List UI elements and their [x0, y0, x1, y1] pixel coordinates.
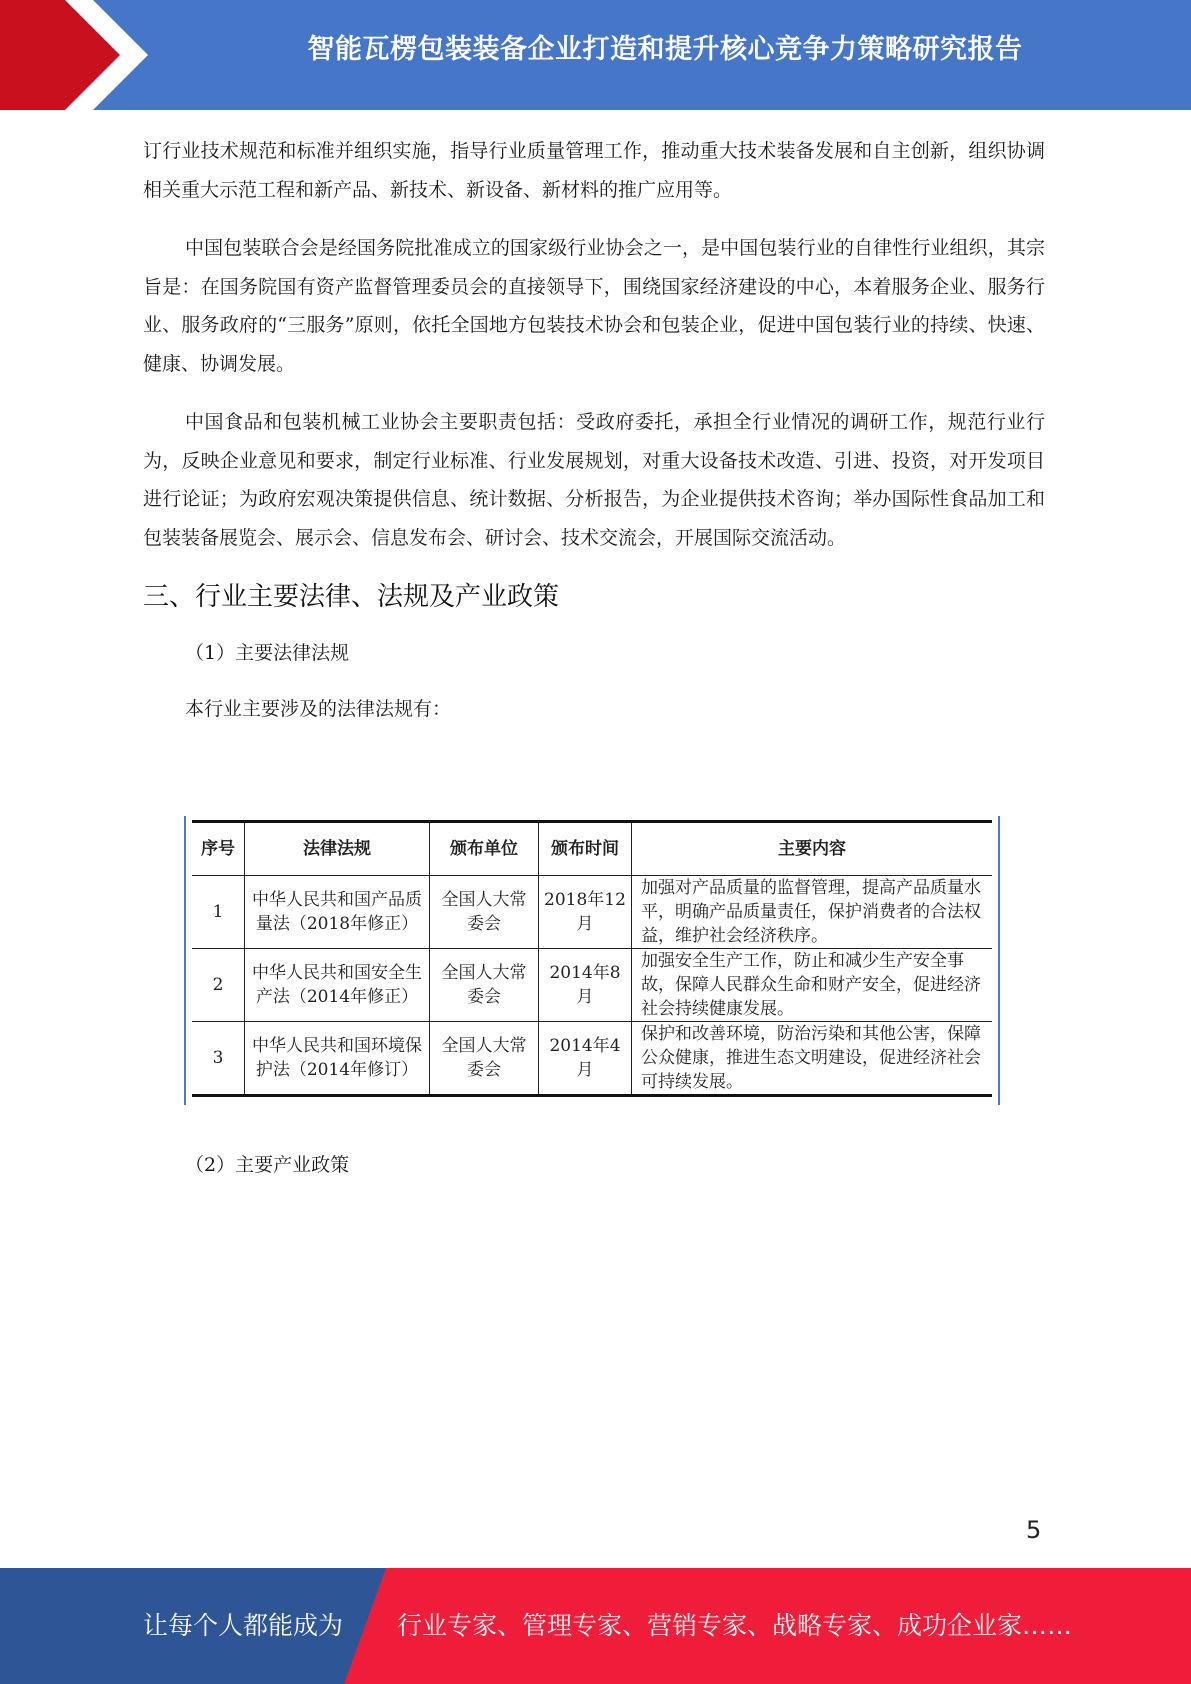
footer-slogan-right: 行业专家、管理专家、营销专家、战略专家、成功企业家……	[397, 1611, 1073, 1640]
cell-content: 加强对产品质量的监督管理，提高产品质量水平，明确产品质量责任，保护消费者的合法权益，维护社会经济秩序。	[632, 876, 993, 949]
section-heading: 三、行业主要法律、法规及产业政策	[143, 582, 560, 612]
cell-law: 中华人民共和国产品质量法（2018年修正）	[245, 876, 430, 949]
cell-issuer: 全国人大常委会	[430, 1022, 539, 1096]
table-row	[192, 949, 992, 1022]
cell-issuer: 全国人大常委会	[430, 876, 539, 949]
paragraph-continuation: 订行业技术规范和标准并组织实施，指导行业质量管理工作，推动重大技术装备发展和自主创新，组织协调相关重大示范工程和新产品、新技术、新设备、新材料的推广应用等。	[143, 140, 1045, 201]
sub-heading-policies: （2）主要产业政策	[185, 1154, 350, 1176]
sub-heading-laws: （1）主要法律法规	[185, 642, 350, 664]
page-header	[0, 0, 1191, 110]
cell-law: 中华人民共和国环境保护法（2014年修订）	[245, 1022, 430, 1096]
cell-issuer: 全国人大常委会	[430, 949, 539, 1022]
cell-date: 2018年12月	[539, 876, 632, 949]
cell-date: 2014年4月	[539, 1022, 632, 1096]
cell-number: 1	[192, 876, 245, 949]
page-footer	[0, 1568, 1191, 1684]
cell-content: 保护和改善环境，防治污染和其他公害，保障公众健康，推进生态文明建设，促进经济社会可持续发展。	[632, 1022, 993, 1096]
laws-intro-text: 本行业主要涉及的法律法规有：	[185, 698, 452, 720]
document-body	[143, 132, 1045, 747]
header-cell-content: 主要内容	[632, 822, 993, 876]
header-cell-date: 颁布时间	[539, 822, 632, 876]
cell-law: 中华人民共和国安全生产法（2014年修正）	[245, 949, 430, 1022]
laws-table	[192, 820, 992, 1097]
cell-content: 加强安全生产工作，防止和减少生产安全事故，保障人民群众生命和财产安全，促进经济社会持续健康发展。	[632, 949, 993, 1022]
table-row	[192, 876, 992, 949]
report-title: 智能瓦楞包装装备企业打造和提升核心竞争力策略研究报告	[307, 34, 1023, 65]
table-header-row	[192, 822, 992, 876]
laws-table-frame	[184, 816, 1000, 1105]
cell-number: 3	[192, 1022, 245, 1096]
cell-date: 2014年8月	[539, 949, 632, 1022]
cell-number: 2	[192, 949, 245, 1022]
footer-slogan-left: 让每个人都能成为	[143, 1611, 344, 1640]
header-cell-law: 法律法规	[245, 822, 430, 876]
header-cell-number: 序号	[192, 822, 245, 876]
page-number: 5	[1026, 1516, 1042, 1544]
paragraph-packaging-federation: 中国包装联合会是经国务院批准成立的国家级行业协会之一，是中国包装行业的自律性行业组织，其宗旨是：在国务院国有资产监督管理委员会的直接领导下，围绕国家经济建设的中心，本着服务企业、服务行业、服务政府的“三服务”原则，依托全国地方包装技术协会和包装企业，促进中国包装行业的持续、快速、健康、协调发展。	[143, 237, 1045, 375]
table-row	[192, 1022, 992, 1096]
paragraph-food-machinery-association: 中国食品和包装机械工业协会主要职责包括：受政府委托，承担全行业情况的调研工作，规范行业行为，反映企业意见和要求，制定行业标准、行业发展规划，对重大设备技术改造、引进、投资，对开发项目进行论证；为政府宏观决策提供信息、统计数据、分析报告，为企业提供技术咨询；举办国际性食品加工和包装装备展览会、展示会、信息发布会、研讨会、技术交流会，开展国际交流活动。	[143, 411, 1045, 549]
header-cell-issuer: 颁布单位	[430, 822, 539, 876]
